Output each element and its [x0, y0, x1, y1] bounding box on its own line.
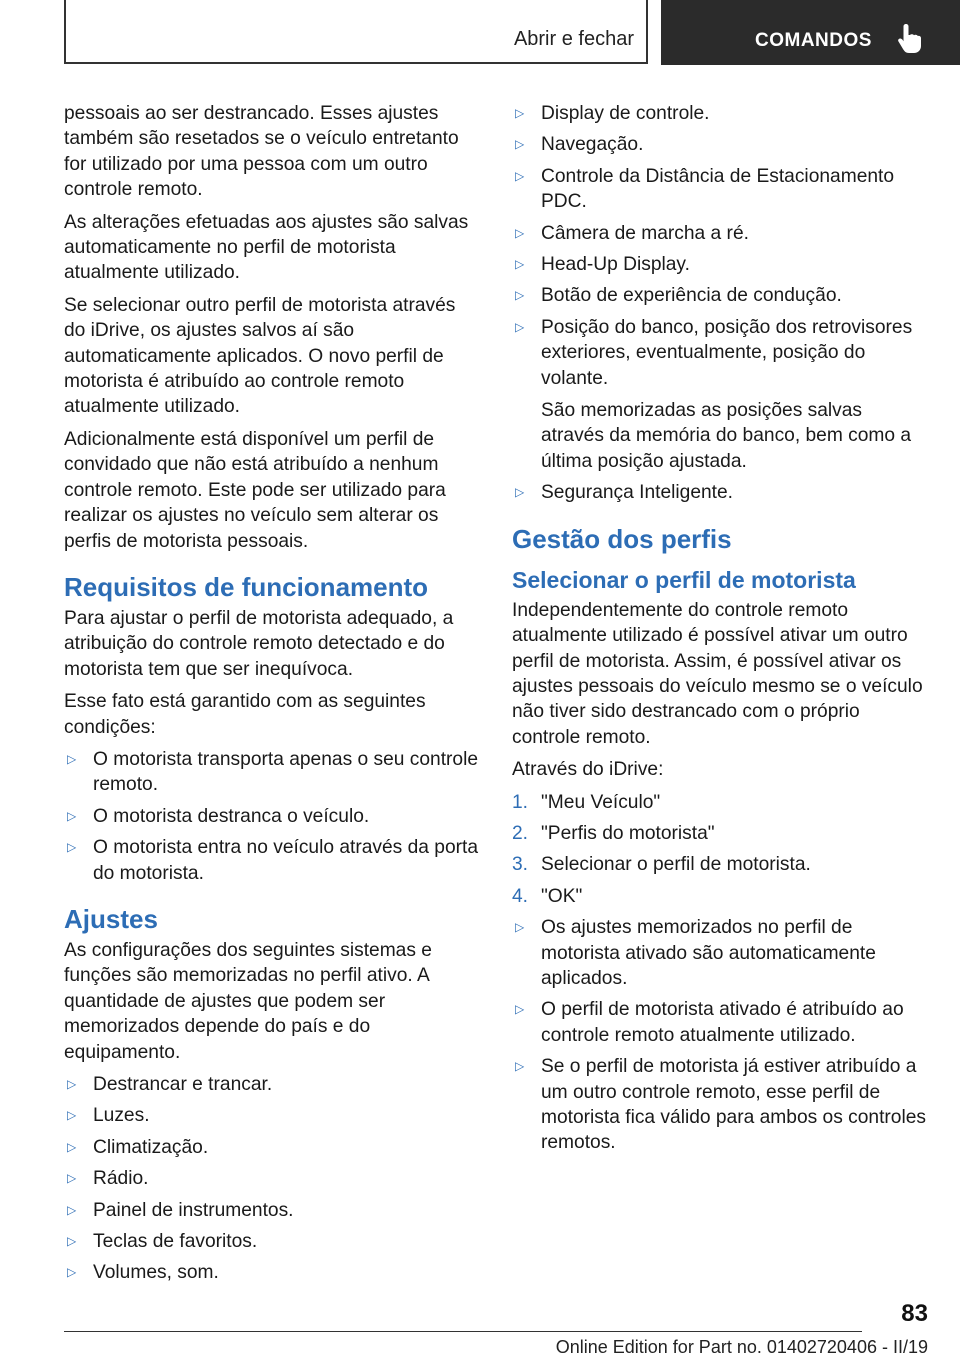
step-item: 1. "Meu Veículo"	[512, 791, 661, 813]
paragraph: As alterações efetuadas aos ajustes são salvas automaticamente no perfil de motorista atualmente utilizado.	[64, 211, 469, 284]
triangle-bullet-icon: ▷	[515, 1002, 525, 1017]
triangle-bullet-icon: ▷	[67, 1108, 77, 1123]
list-item: ▷ Volumes, som.	[64, 1260, 480, 1285]
list-item: ▷ Teclas de favoritos.	[64, 1229, 480, 1254]
triangle-bullet-icon: ▷	[515, 106, 525, 120]
paragraph: Através do iDrive:	[512, 759, 664, 781]
triangle-bullet-icon: ▷	[67, 1202, 77, 1217]
systems-list-continued	[512, 101, 928, 506]
list-item: ▷ Rádio.	[64, 1166, 480, 1191]
list-item: ▷ Navegação.	[512, 132, 928, 157]
paragraph: Adicionalmente está disponível um perfil de convidado que não está atribuído a nenhum controle remoto. Este pode ser utilizado para realizar os ajustes no veículo sem alterar os perfis de motorista pessoais.	[64, 428, 446, 552]
paragraph: Se selecionar outro perfil de motorista através do iDrive, os ajustes salvos aí são automaticamente aplicados. O novo perfil de motorista é atribuído ao controle remoto atualmente utilizado.	[64, 294, 456, 418]
heading-selecionar: Selecionar o perfil de motorista	[512, 566, 856, 593]
list-item: ▷ Os ajustes memorizados no perfil de motorista ativado são automaticamente aplicados.	[515, 917, 876, 989]
heading-ajustes: Ajustes	[64, 903, 158, 934]
list-item: ▷ Painel de instrumentos.	[64, 1198, 480, 1223]
steps-list	[512, 790, 928, 910]
list-item: ▷ Posição do banco, posição dos retrovisores exteriores, eventualmente, posição do volante. São memorizadas as posições salvas através da memória do banco, bem como a última posição ajustada.	[512, 315, 928, 474]
heading-gestao: Gestão dos perfis	[512, 523, 732, 554]
list-item: ▷ Controle da Distância de Estacionamento PDC.	[515, 165, 895, 213]
triangle-bullet-icon: ▷	[67, 1265, 77, 1280]
systems-list	[64, 1072, 480, 1286]
page-number: 83	[901, 1300, 928, 1327]
triangle-bullet-icon: ▷	[67, 808, 77, 823]
paragraph: pessoais ao ser destrancado. Esses ajustes também são resetados se o veículo entretanto for utilizado por uma pessoa com um outro controle remoto.	[64, 103, 459, 201]
header-chapter-tab	[661, 0, 960, 65]
step-item: 4. "OK"	[512, 885, 583, 907]
list-item: ▷ Botão de experiência de condução.	[512, 283, 928, 308]
triangle-bullet-icon: ▷	[67, 840, 77, 855]
heading-requisitos: Requisitos de funcionamento	[64, 571, 429, 602]
triangle-bullet-icon: ▷	[67, 1077, 77, 1091]
list-item: ▷ Destrancar e trancar.	[64, 1072, 480, 1097]
paragraph: Independentemente do controle remoto atualmente utilizado é possível ativar um outro perfil de motorista. Assim, é possível ativar os ajustes pessoais do veículo mesmo se o veículo não tiver sido destrancado com o próprio controle remoto.	[512, 599, 923, 748]
header-section-label: Abrir e fechar	[513, 28, 634, 50]
list-item: ▷ O motorista transporta apenas o seu controle remoto.	[67, 748, 479, 796]
triangle-bullet-icon: ▷	[515, 319, 525, 334]
list-item: ▷ O perfil de motorista ativado é atribuído ao controle remoto atualmente utilizado.	[515, 999, 904, 1046]
list-item: ▷ Climatização.	[64, 1135, 480, 1160]
triangle-bullet-icon: ▷	[515, 920, 525, 935]
list-item: ▷ Se o perfil de motorista já estiver atribuído a um outro controle remoto, esse perfil de motorista fica válido para ambos os controles remotos.	[515, 1056, 926, 1154]
left-column	[64, 101, 480, 1292]
step-item: 3. Selecionar o perfil de motorista.	[512, 854, 811, 876]
header-chapter-label: COMANDOS	[755, 30, 872, 51]
triangle-bullet-icon: ▷	[67, 1234, 77, 1249]
right-column	[512, 101, 928, 1162]
list-item: ▷ Segurança Inteligente.	[512, 480, 928, 505]
triangle-bullet-icon: ▷	[67, 1171, 77, 1186]
paragraph: Esse fato está garantido com as seguintes condições:	[64, 691, 426, 738]
list-item: ▷ Display de controle.	[512, 101, 928, 126]
triangle-bullet-icon: ▷	[515, 1059, 525, 1074]
conditions-list	[64, 747, 480, 886]
seat-memory-note: São memorizadas as posições salvas através da memória do banco, bem como a última posição ajustada.	[541, 400, 912, 472]
triangle-bullet-icon: ▷	[515, 225, 525, 240]
hand-pointer-icon	[897, 22, 923, 54]
triangle-bullet-icon: ▷	[515, 485, 525, 500]
triangle-bullet-icon: ▷	[515, 168, 525, 183]
step-item: 2. "Perfis do motorista"	[512, 822, 715, 844]
results-list	[512, 915, 928, 1156]
triangle-bullet-icon: ▷	[67, 1139, 77, 1154]
list-item: ▷ O motorista destranca o veículo.	[64, 804, 480, 829]
triangle-bullet-icon: ▷	[67, 751, 77, 766]
triangle-bullet-icon: ▷	[515, 288, 525, 303]
list-item: ▷ Head-Up Display.	[512, 252, 928, 277]
paragraph: As configurações dos seguintes sistemas e funções são memorizadas no perfil ativo. A quantidade de ajustes que podem ser memorizados depende do país e do equipamento.	[64, 939, 432, 1063]
list-item: ▷ Luzes.	[64, 1103, 480, 1128]
triangle-bullet-icon: ▷	[515, 257, 525, 272]
footer-edition: Online Edition for Part no. 01402720406 - II/19	[555, 1337, 928, 1357]
triangle-bullet-icon: ▷	[515, 137, 525, 152]
footer-divider	[64, 1331, 862, 1332]
paragraph: Para ajustar o perfil de motorista adequado, a atribuição do controle remoto detectado e do motorista tem que ser inequívoca.	[64, 607, 454, 680]
list-item: ▷ Câmera de marcha a ré.	[512, 221, 928, 246]
list-item: ▷ O motorista entra no veículo através da porta do motorista.	[67, 837, 479, 884]
header-section-tab	[64, 0, 648, 64]
